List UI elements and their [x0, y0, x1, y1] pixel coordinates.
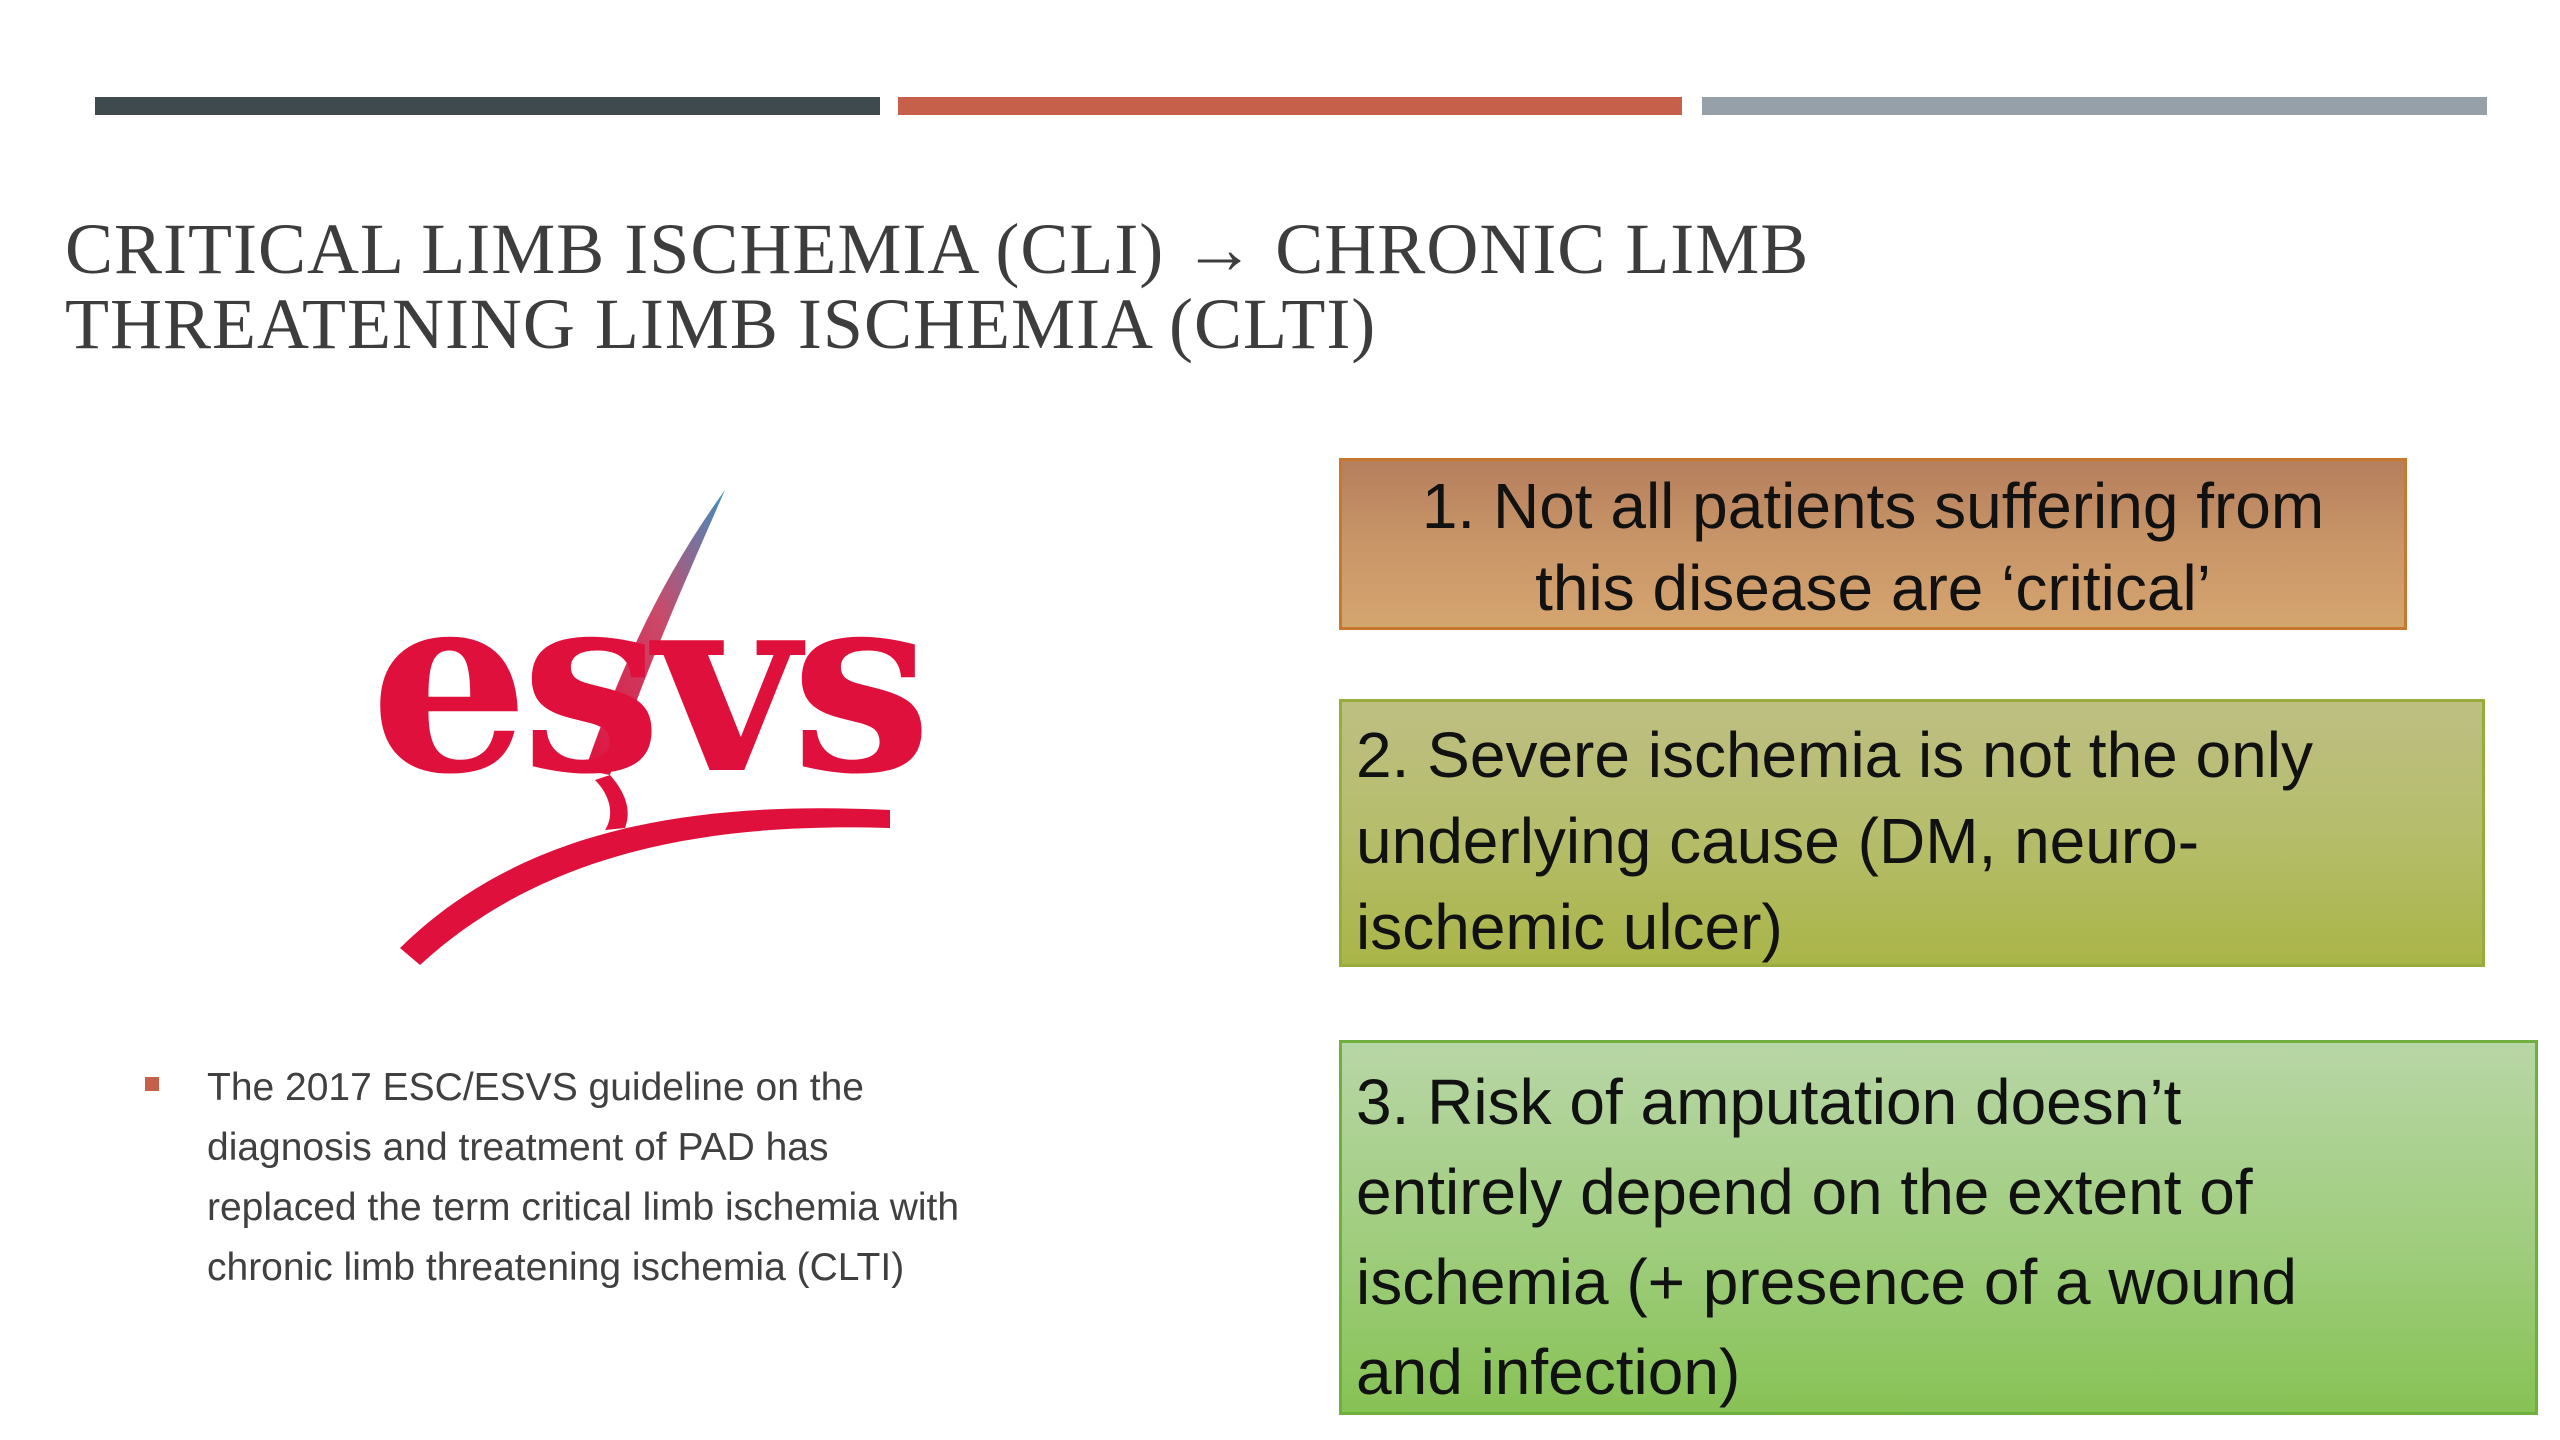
title-line: THREATENING LIMB ISCHEMIA (CLTI): [65, 284, 1377, 364]
point-box-1: [1339, 458, 2407, 630]
point-box-line: underlying cause (DM, neuro-: [1356, 805, 2200, 877]
accent-bar-red: [898, 97, 1682, 115]
esvs-logo: [370, 470, 980, 990]
bullet-marker-icon: [145, 1077, 159, 1091]
point-box-line: ischemia (+ presence of a wound: [1356, 1246, 2297, 1318]
bullet-line: replaced the term critical limb ischemia with: [207, 1186, 960, 1229]
bullet-line: chronic limb threatening ischemia (CLTI): [207, 1246, 905, 1289]
accent-bar-dark: [95, 97, 880, 115]
point-box-line: 2. Severe ischemia is not the only: [1356, 719, 2313, 791]
point-box-line: this disease are ‘critical’: [1535, 552, 2211, 624]
bullet-list: [145, 1058, 1095, 1298]
accent-bar-gray: [1702, 97, 2487, 115]
point-box-line: 1. Not all patients suffering from: [1421, 470, 2325, 542]
point-box-line: entirely depend on the extent of: [1356, 1156, 2253, 1228]
bullet-item: [207, 1058, 1095, 1298]
point-box-2: [1339, 699, 2485, 967]
point-box-line: and infection): [1356, 1336, 1741, 1408]
esvs-logo-graphic: [370, 470, 980, 990]
bullet-line: diagnosis and treatment of PAD has: [207, 1126, 829, 1169]
point-box-line: ischemic ulcer): [1356, 891, 1783, 963]
slide-title: [65, 209, 2265, 364]
title-line: CRITICAL LIMB ISCHEMIA (CLI) → CHRONIC LIMB: [65, 209, 1810, 289]
logo-wordmark: esvs: [370, 535, 924, 829]
bullet-line: The 2017 ESC/ESVS guideline on the: [207, 1066, 864, 1109]
point-box-line: 3. Risk of amputation doesn’t: [1356, 1066, 2182, 1138]
point-box-3: [1339, 1040, 2538, 1415]
